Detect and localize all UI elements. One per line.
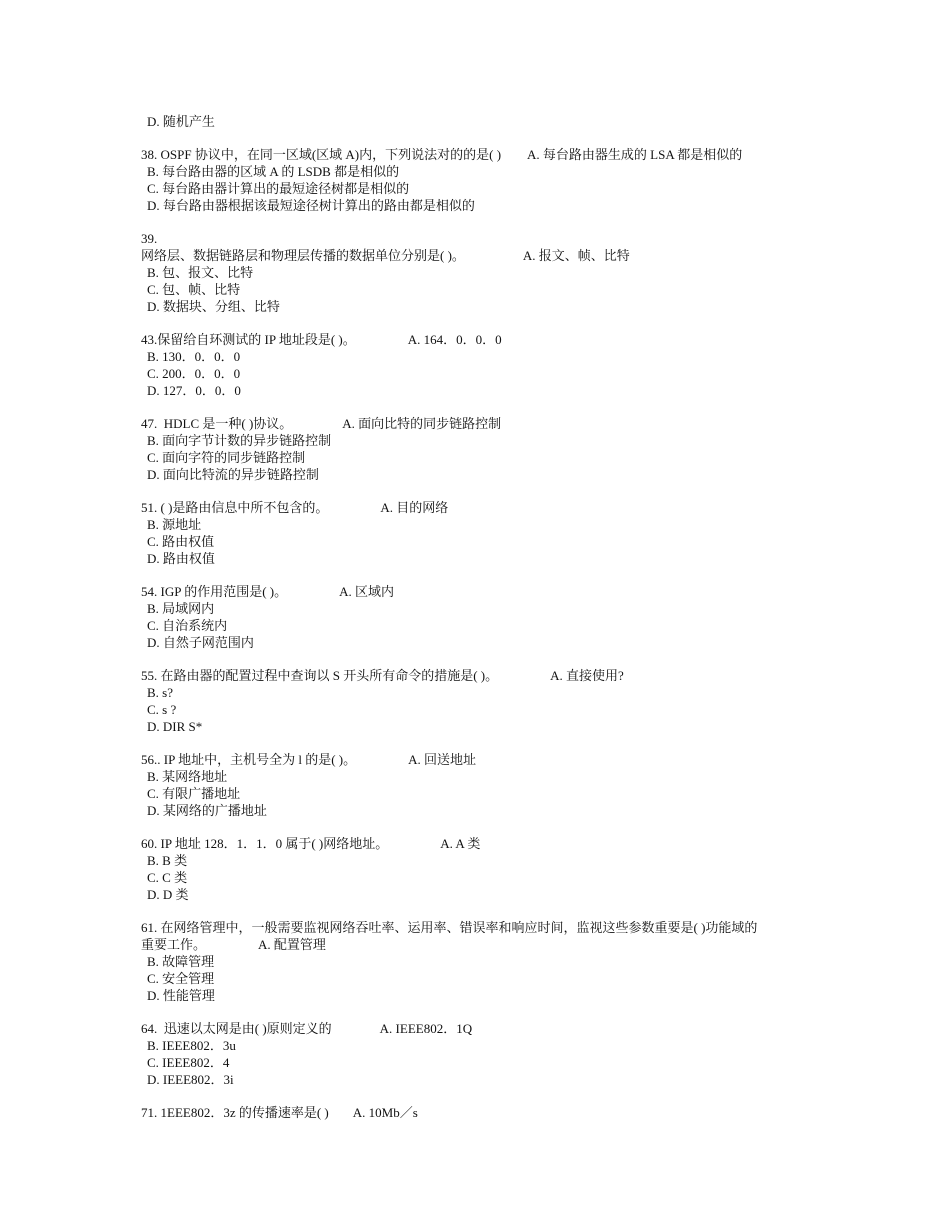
- question-stem: 38. OSPF 协议中，在同一区域(区域 A)内，下列说法对的的是( ): [141, 147, 502, 162]
- question-stem: 56.. IP 地址中，主机号全为 l 的是( )。: [141, 752, 357, 767]
- question-56: [141, 751, 821, 819]
- option-b: B. 面向字节计数的异步链路控制: [147, 433, 332, 448]
- question-stem-line: [141, 751, 821, 768]
- question-54: [141, 583, 821, 651]
- option-b: B. 每台路由器的区域 A 的 LSDB 都是相似的: [147, 164, 400, 179]
- option-d: D. 面向比特流的异步链路控制: [147, 467, 319, 482]
- option-d: D. D 类: [147, 887, 189, 902]
- question-61: [141, 919, 821, 1004]
- question-71: [141, 1104, 821, 1121]
- option-c: C. 有限广播地址: [147, 786, 241, 801]
- question-stem: 51. ( )是路由信息中所不包含的。: [141, 500, 329, 515]
- question-60: [141, 835, 821, 903]
- option-b: B. 包、报文、比特: [147, 265, 254, 280]
- question-stem: 60. IP 地址 128．1．1．0 属于( )网络地址。: [141, 836, 389, 851]
- question-stem-line: [141, 835, 821, 852]
- option-c: C. s ?: [147, 702, 177, 717]
- option-a: A. 每台路由器生成的 LSA 都是相似的: [527, 147, 743, 162]
- question-39: [141, 230, 821, 315]
- question-stem-line: [141, 415, 821, 432]
- question-stem-line-1: 61. 在网络管理中，一般需要监视网络吞吐率、运用率、错误率和响应时间，监视这些参数重要是( )功能域的: [141, 920, 758, 935]
- question-stem-line: [141, 583, 821, 600]
- option-line: D. 随机产生: [147, 114, 215, 129]
- option-a: A. IEEE802．1Q: [379, 1021, 473, 1036]
- option-d: D. 数据块、分组、比特: [147, 299, 280, 314]
- question-block: [141, 113, 821, 130]
- question-stem-line: [141, 499, 821, 516]
- option-d: D. IEEE802．3i: [147, 1072, 234, 1087]
- option-b: B. 130．0．0．0: [147, 349, 241, 364]
- question-stem: 54. IGP 的作用范围是( )。: [141, 584, 288, 599]
- option-d: D. 某网络的广播地址: [147, 803, 267, 818]
- option-a: A. 目的网络: [380, 500, 449, 515]
- question-stem-line: [141, 667, 821, 684]
- question-number: 39.: [141, 231, 158, 246]
- option-d: D. 自然子网范围内: [147, 635, 254, 650]
- question-stem-line: [141, 1020, 821, 1037]
- option-a: A. 面向比特的同步链路控制: [342, 416, 502, 431]
- question-stem-line: [141, 1104, 821, 1121]
- question-stem-line: [141, 936, 821, 953]
- option-b: B. s?: [147, 685, 173, 700]
- option-a: A. 10Mb／s: [352, 1105, 418, 1120]
- option-a: A. 报文、帧、比特: [522, 248, 630, 263]
- question-list: [141, 113, 821, 1137]
- option-b: B. 故障管理: [147, 954, 215, 969]
- question-43: [141, 331, 821, 399]
- question-stem: 网络层、数据链路层和物理层传播的数据单位分别是( )。: [141, 248, 465, 263]
- question-64: [141, 1020, 821, 1088]
- option-b: B. 某网络地址: [147, 769, 228, 784]
- question-38: [141, 146, 821, 214]
- option-b: B. IEEE802．3u: [147, 1038, 236, 1053]
- option-a: A. A 类: [440, 836, 481, 851]
- option-b: B. 局域网内: [147, 601, 215, 616]
- option-a: A. 配置管理: [258, 937, 326, 952]
- option-b: B. B 类: [147, 853, 188, 868]
- option-d: D. 每台路由器根据该最短途径树计算出的路由都是相似的: [147, 198, 475, 213]
- question-stem-line: [141, 247, 821, 264]
- option-d: D. 127．0．0．0: [147, 383, 241, 398]
- option-c: C. 安全管理: [147, 971, 215, 986]
- option-c: C. 包、帧、比特: [147, 282, 241, 297]
- question-55: [141, 667, 821, 735]
- question-stem-line: [141, 331, 821, 348]
- option-b: B. 源地址: [147, 517, 202, 532]
- option-c: C. 每台路由器计算出的最短途径树都是相似的: [147, 181, 410, 196]
- question-stem-line: [141, 146, 821, 163]
- option-c: C. C 类: [147, 870, 188, 885]
- question-51: [141, 499, 821, 567]
- option-c: C. 面向字符的同步链路控制: [147, 450, 306, 465]
- option-a: A. 区域内: [339, 584, 395, 599]
- question-stem: 重要工作。: [141, 937, 207, 952]
- option-c: C. 自治系统内: [147, 618, 228, 633]
- question-47: [141, 415, 821, 483]
- question-stem: 71. 1EEE802．3z 的传播速率是( ): [141, 1105, 329, 1120]
- option-d: D. 路由权值: [147, 551, 215, 566]
- question-stem: 43.保留给自环测试的 IP 地址段是( )。: [141, 332, 356, 347]
- option-c: C. 路由权值: [147, 534, 215, 549]
- option-a: A. 164．0．0．0: [407, 332, 502, 347]
- option-c: C. 200．0．0．0: [147, 366, 241, 381]
- option-c: C. IEEE802．4: [147, 1055, 230, 1070]
- question-stem: 55. 在路由器的配置过程中查询以 S 开头所有命令的措施是( )。: [141, 668, 499, 683]
- question-stem: 64. 迅速以太网是由( )原则定义的: [141, 1021, 332, 1036]
- option-d: D. 性能管理: [147, 988, 215, 1003]
- question-stem: 47. HDLC 是一种( )协议。: [141, 416, 293, 431]
- option-a: A. 回送地址: [408, 752, 476, 767]
- option-d: D. DIR S*: [147, 719, 203, 734]
- option-a: A. 直接使用?: [550, 668, 624, 683]
